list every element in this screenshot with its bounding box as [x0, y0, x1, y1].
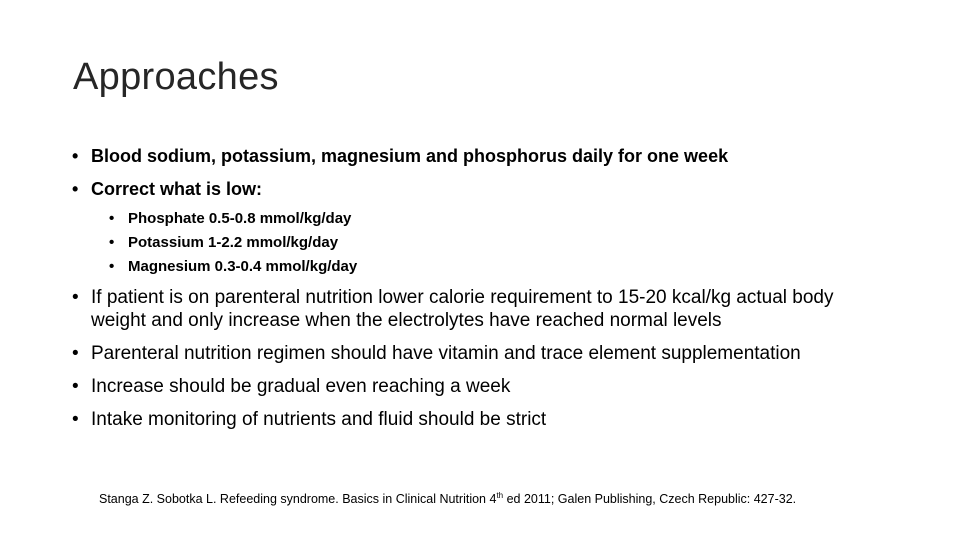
bullet-dot-icon: • — [109, 210, 115, 227]
bullet-dot-icon: • — [72, 376, 79, 397]
bullet-dot-icon: • — [109, 258, 115, 275]
bottom-bullet-list — [72, 286, 892, 441]
bullet-dot-icon: • — [72, 287, 79, 308]
bullet-dot-icon: • — [72, 146, 79, 166]
sub-bullet-text: Magnesium 0.3-0.4 mmol/kg/day — [128, 258, 358, 275]
bullet-dot-icon: • — [72, 179, 79, 199]
bullet-text: Parenteral nutrition regimen should have vitamin and trace element supplementation — [91, 343, 801, 364]
sub-item-magnesium — [109, 255, 357, 279]
sub-item-potassium — [109, 231, 357, 255]
citation-text-end: ed 2011; Galen Publishing, Czech Republic: 427-32. — [503, 492, 797, 507]
citation — [99, 491, 796, 506]
bullet-text: Increase should be gradual even reaching a week — [91, 376, 511, 397]
bullet-item-electrolytes — [72, 145, 932, 168]
bullet-text: Correct what is low: — [91, 179, 263, 199]
bullet-dot-icon: • — [109, 234, 115, 251]
bullet-text: Blood sodium, potassium, magnesium and phosphorus daily for one week — [91, 146, 729, 166]
sub-item-phosphate — [109, 207, 357, 231]
bullet-item-intake-monitoring — [72, 408, 892, 431]
bullet-item-parenteral-calorie — [72, 286, 892, 332]
bullet-text: Intake monitoring of nutrients and fluid should be strict — [91, 409, 547, 430]
slide-title: Approaches — [73, 56, 279, 98]
sub-bullet-text: Potassium 1-2.2 mmol/kg/day — [128, 234, 339, 251]
bullet-item-gradual-increase — [72, 375, 892, 398]
top-bullet-list — [72, 145, 932, 211]
bullet-item-correct — [72, 178, 932, 201]
citation-superscript: th — [496, 491, 504, 500]
bullet-item-supplementation — [72, 342, 892, 365]
sub-bullet-text: Phosphate 0.5-0.8 mmol/kg/day — [128, 210, 352, 227]
bullet-dot-icon: • — [72, 409, 79, 430]
sub-bullet-list — [109, 207, 357, 279]
bullet-dot-icon: • — [72, 343, 79, 364]
bullet-text: If patient is on parenteral nutrition lower calorie requirement to 15-20 kcal/kg actual body weight and only increase when the electrolytes have reached normal levels — [91, 287, 834, 331]
citation-text: Stanga Z. Sobotka L. Refeeding syndrome. Basics in Clinical Nutrition 4 — [99, 492, 497, 507]
